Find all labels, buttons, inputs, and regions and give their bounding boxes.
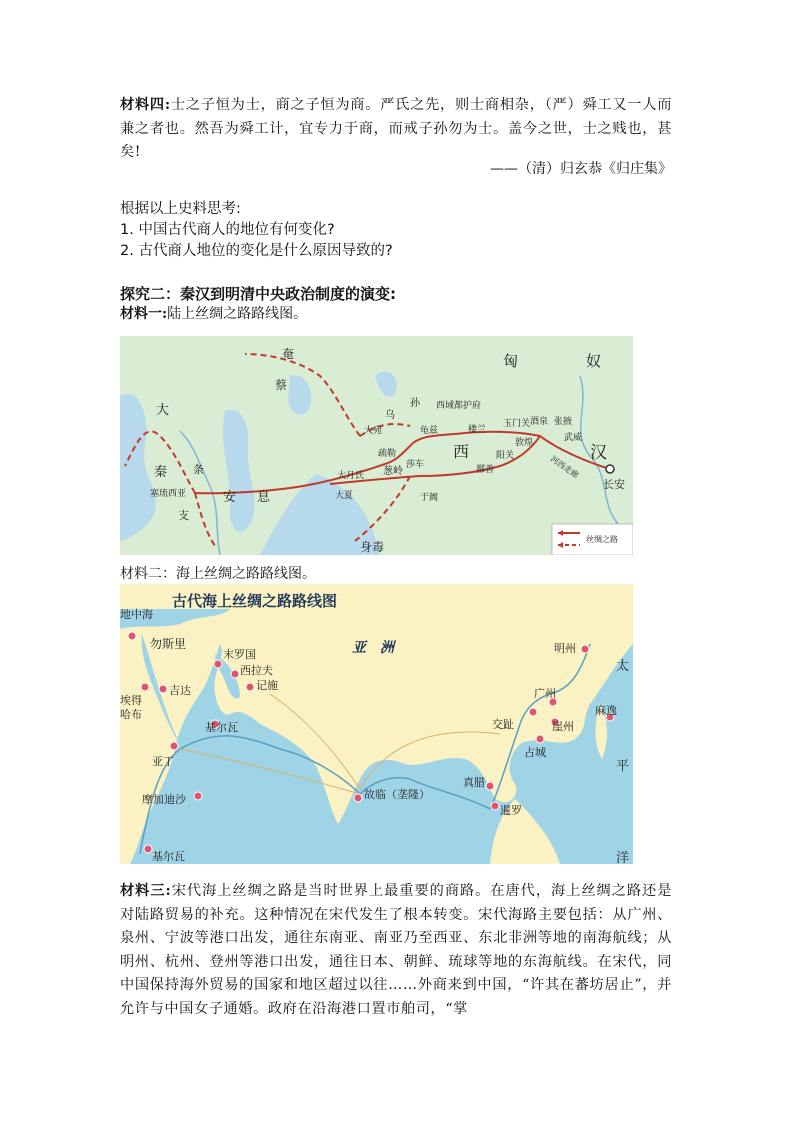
label-yazhou2: 崖州 bbox=[552, 720, 574, 733]
label-hulumu: 勿斯里 bbox=[150, 637, 187, 651]
label-aiji: 埃得 bbox=[120, 694, 142, 707]
label-xi: 息 bbox=[257, 490, 271, 505]
material2-caption: 材料二：海上丝绸之路路线图。 bbox=[120, 566, 316, 582]
sea-map-svg bbox=[120, 584, 633, 864]
label-yumen: 玉门关 bbox=[503, 419, 531, 429]
label-wuwei: 武威 bbox=[564, 433, 583, 443]
label-shache: 莎车 bbox=[406, 460, 425, 470]
label-mingzhou: 明州 bbox=[554, 642, 576, 655]
label-nu: 奴 bbox=[586, 352, 602, 370]
label-zhancheng: 占城 bbox=[524, 746, 546, 759]
label-zhangye: 张掖 bbox=[554, 417, 573, 427]
questions-intro: 根据以上史料思考: bbox=[120, 201, 241, 217]
label-yangguan: 阳关 bbox=[496, 451, 515, 461]
port-dot bbox=[170, 742, 178, 750]
port-dot bbox=[354, 794, 362, 802]
question-2: 2. 古代商人地位的变化是什么原因导致的? bbox=[120, 243, 393, 259]
label-jiuquan: 酒泉 bbox=[530, 417, 549, 427]
label-yang: 洋 bbox=[616, 851, 630, 864]
sea-silk-road-map bbox=[120, 584, 633, 864]
material1-lead: 材料一: bbox=[120, 306, 168, 322]
land-silk-road-map bbox=[120, 336, 633, 555]
label-xianluo: 暹罗 bbox=[500, 804, 522, 817]
label-xiong: 匈 bbox=[503, 352, 519, 370]
label-yading: 亚丁 bbox=[152, 755, 174, 768]
label-cai: 蔡 bbox=[275, 378, 288, 392]
label-gulin: 故临（垄隆） bbox=[364, 788, 430, 801]
label-xiyu: 西域都护府 bbox=[436, 401, 482, 411]
changan-marker bbox=[606, 465, 614, 473]
label-wu: 乌 bbox=[385, 410, 395, 421]
port-dot bbox=[159, 685, 167, 693]
label-xi2: 西 bbox=[453, 442, 470, 461]
label-dizhonghai: 地中海 bbox=[120, 608, 153, 621]
material1-caption bbox=[120, 303, 307, 323]
label-yazhou: 亚 洲 bbox=[352, 640, 394, 656]
label-xilafu: 西拉夫 bbox=[240, 664, 273, 677]
port-dot bbox=[536, 735, 544, 743]
sea-map-title: 古代海上丝绸之路路线图 bbox=[172, 592, 338, 610]
label-hab: 哈布 bbox=[120, 708, 142, 721]
material4-paragraph bbox=[120, 94, 672, 165]
material3-lead: 材料三: bbox=[120, 883, 172, 899]
material3-text: 宋代海上丝绸之路是当时世界上最重要的商路。在唐代，海上丝绸之路还是对陆路贸易的补充。这种情况在宋代发生了根本转变。宋代海路主要包括：从广州、泉州、宁波等港口出发，通往东南亚、南亚乃至西亚、东北非洲等地的南海航线；从明州、杭州、登州等港口出发，通往日本、朝鲜、琉球等地的东海航线。在宋代，同中国保持海外贸易的国家和地区超过以往……外商来到中国，“许其在蕃坊居止”，并允许与中国女子通婚。政府在沿海港口置市舶司，“掌 bbox=[120, 883, 672, 1017]
label-dawan: 大宛 bbox=[364, 426, 383, 436]
label-moluo: 末罗国 bbox=[223, 648, 256, 661]
label-zhi: 支 bbox=[178, 509, 189, 522]
label-yutian: 于阗 bbox=[420, 493, 439, 503]
port-dot bbox=[128, 632, 136, 640]
label-jiaozhi: 交趾 bbox=[492, 718, 514, 731]
label-guangzhou: 广州 bbox=[534, 687, 556, 700]
label-an2: 安 bbox=[223, 490, 237, 505]
label-tai: 太 bbox=[616, 659, 630, 674]
material4-source: ——（清）归玄恭《归庄集》 bbox=[490, 161, 672, 177]
label-shule: 疏勒 bbox=[378, 449, 397, 459]
label-da: 大 bbox=[156, 403, 170, 418]
label-qiuci: 龟兹 bbox=[420, 426, 439, 436]
label-jishi: 记施 bbox=[256, 679, 278, 692]
label-jierwa2: 基尔瓦 bbox=[152, 850, 185, 863]
label-daxia: 大夏 bbox=[335, 491, 354, 501]
label-ping: 平 bbox=[616, 759, 630, 774]
label-jierwa: 基尔瓦 bbox=[205, 721, 238, 734]
label-sun: 孙 bbox=[410, 398, 420, 409]
port-dot bbox=[214, 660, 222, 668]
legend-label: 丝绸之路 bbox=[586, 535, 618, 544]
label-jida: 吉达 bbox=[169, 684, 191, 697]
land-map-svg bbox=[120, 336, 633, 555]
label-shendu: 身毒 bbox=[360, 540, 385, 554]
label-mayi: 麻逸 bbox=[595, 704, 617, 717]
label-dayuezhi: 大月氏 bbox=[337, 471, 365, 481]
port-dot bbox=[581, 645, 589, 653]
question-1: 1. 中国古代商人的地位有何变化? bbox=[120, 222, 335, 238]
label-seleucia: 塞琉西亚 bbox=[150, 489, 187, 499]
label-qin: 秦 bbox=[154, 465, 168, 480]
port-dot bbox=[194, 792, 202, 800]
port-dot bbox=[246, 683, 254, 691]
port-dot bbox=[529, 708, 537, 716]
port-dot bbox=[144, 845, 152, 853]
inquiry2-title: 探究二：秦汉到明清中央政治制度的演变: bbox=[120, 285, 397, 303]
label-loulan: 楼兰 bbox=[468, 425, 487, 435]
label-congling: 葱岭 bbox=[383, 466, 403, 477]
material3-paragraph bbox=[120, 880, 672, 1021]
port-dot bbox=[491, 802, 499, 810]
label-an: 奄 bbox=[282, 347, 295, 361]
material4-lead: 材料四: bbox=[120, 97, 171, 113]
label-han: 汉 bbox=[590, 443, 607, 463]
material1-text: 陆上丝绸之路路线图。 bbox=[167, 306, 308, 322]
label-shanshan: 鄯善 bbox=[476, 465, 495, 475]
port-dot bbox=[231, 670, 239, 678]
label-zhenla: 真腊 bbox=[463, 776, 485, 789]
label-tiao: 条 bbox=[193, 463, 204, 476]
label-hexi: 河西走廊 bbox=[548, 454, 581, 480]
label-changan: 长安 bbox=[603, 478, 625, 491]
material4-text: 士之子恒为士，商之子恒为商。严氏之先，则士商相杂，（严）舜工又一人而兼之者也。然吾为舜工计，宜专力于商，而戒子孙勿为士。盖今之世，士之贱也，甚矣! bbox=[120, 97, 672, 160]
label-mojiadisha: 摩加迪沙 bbox=[142, 793, 186, 806]
port-dot bbox=[141, 683, 149, 691]
port-dot bbox=[486, 782, 494, 790]
label-dunhuang: 敦煌 bbox=[515, 438, 534, 448]
